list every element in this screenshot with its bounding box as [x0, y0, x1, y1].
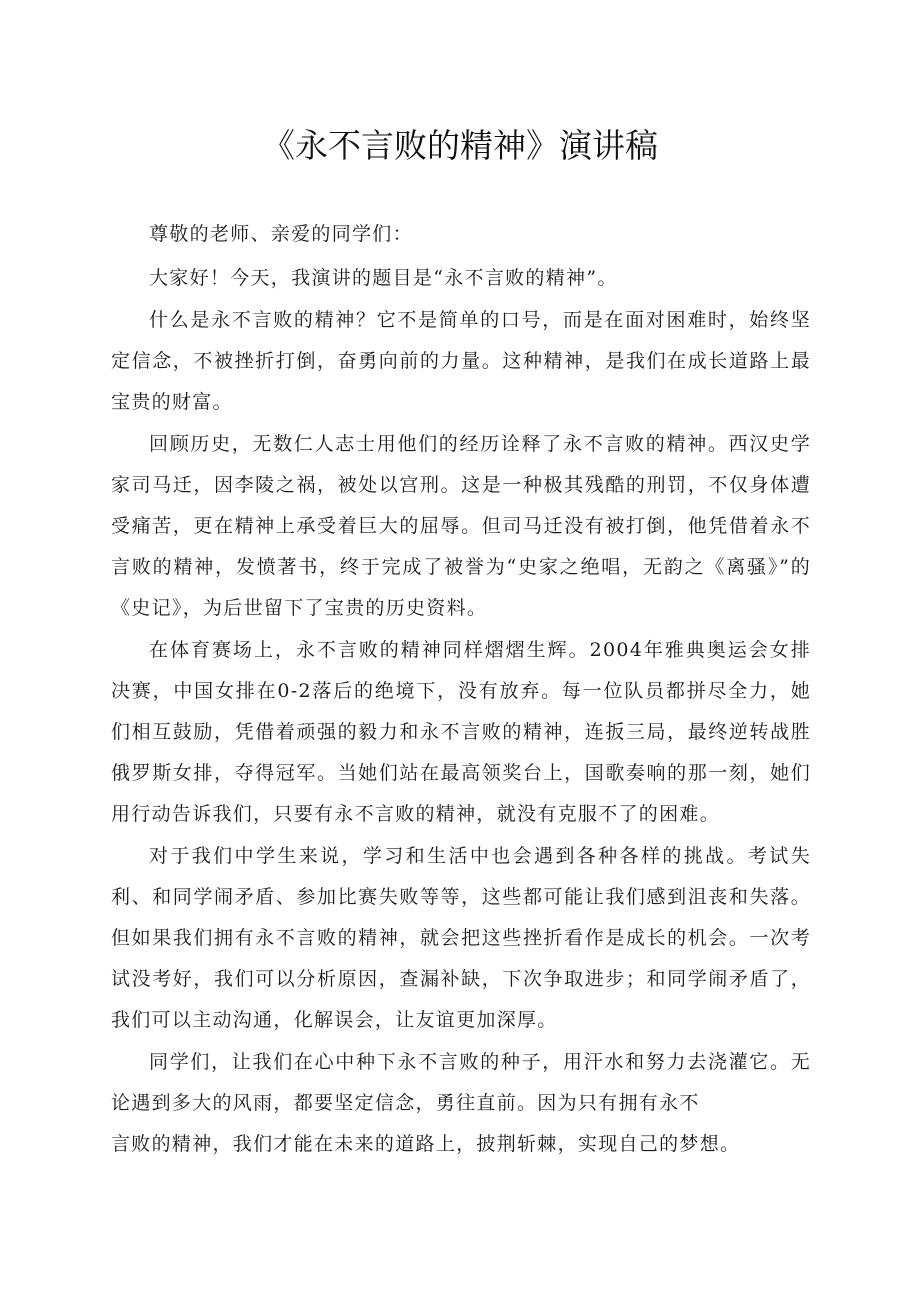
- speech-body: [111, 214, 811, 1165]
- closing-line: 同学们，让我们在心中种下永不言败的种子，用汗水和努力去浇灌它。无论遇到多大的风雨，都要坚定信念，勇往直前。因为只有拥有永不: [111, 1051, 811, 1114]
- paragraph-closing: [111, 1042, 811, 1165]
- paragraph-students: 对于我们中学生来说，学习和生活中也会遇到各种各样的挑战。考试失利、和同学闹矛盾、参加比赛失败等等，这些都可能让我们感到沮丧和失落。但如果我们拥有永不言败的精神，就会把这些挫折看作是成长的机会。一次考试没考好，我们可以分析原因，查漏补缺，下次争取进步；和同学闹矛盾了，我们可以主动沟通，化解误会，让友谊更加深厚。: [111, 845, 811, 1031]
- closing-line-end: 言败的精神，我们才能在未来的道路上，披荆斩棘，实现自己的梦想。: [111, 1133, 741, 1155]
- salutation: 尊敬的老师、亲爱的同学们：: [149, 223, 413, 245]
- document-title: 《永不言败的精神》演讲稿: [262, 126, 658, 165]
- paragraph-definition: 什么是永不言败的精神？它不是简单的口号，而是在面对困难时，始终坚定信念，不被挫折打倒，奋勇向前的力量。这种精神，是我们在成长道路上最宝贵的财富。: [111, 309, 811, 413]
- greeting: 大家好！今天，我演讲的题目是“永不言败的精神”。: [149, 267, 618, 289]
- paragraph-history: 回顾历史，无数仁人志士用他们的经历诠释了永不言败的精神。西汉史学家司马迁，因李陵之祸，被处以宫刑。这是一种极其残酷的刑罚，不仅身体遭受痛苦，更在精神上承受着巨大的屈辱。但司马迁没有被打倒，他凭借着永不言败的精神，发愤著书，终于完成了被誉为“史家之绝唱，无韵之《离骚》”的《史记》，为后世留下了宝贵的历史资料。: [111, 433, 811, 619]
- paragraph-sports: 在体育赛场上，永不言败的精神同样熠熠生辉。2004年雅典奥运会女排决赛，中国女排在0-2落后的绝境下，没有放弃。每一位队员都拼尽全力，她们相互鼓励，凭借着顽强的毅力和永不言败的精神，连扳三局，最终逆转战胜俄罗斯女排，夺得冠军。当她们站在最高领奖台上，国歌奏响的那一刻，她们用行动告诉我们，只要有永不言败的精神，就没有克服不了的困难。: [111, 639, 811, 825]
